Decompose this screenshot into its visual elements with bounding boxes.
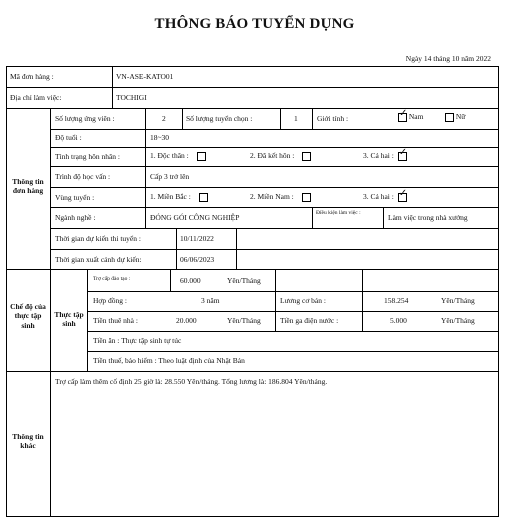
- utilities-unit: Yên/Tháng: [441, 316, 475, 325]
- food-text: Tiền ăn : Thực tập sinh tự túc: [93, 336, 182, 345]
- applicants-value: 2: [162, 114, 166, 123]
- marital-single-label: 1. Độc thân :: [150, 151, 189, 161]
- utilities-value: 5.000: [390, 316, 407, 325]
- order-code-value: VN-ASE-KATO01: [116, 72, 174, 81]
- other-section-label: Thông tin khác: [12, 432, 44, 451]
- gender-female-label: Nữ: [455, 112, 466, 122]
- marital-label: Tình trạng hôn nhân :: [55, 152, 120, 161]
- selected-value: 1: [294, 114, 298, 123]
- other-info-text: Trợ cấp làm thêm cố định 25 giờ là: 28.550 Yên/tháng. Tổng lương là: 186.804 Yên/tháng.: [55, 377, 328, 386]
- region-south-option[interactable]: [250, 193, 311, 202]
- base-salary-label: Lương cơ bản :: [280, 296, 326, 305]
- marital-both-checkbox[interactable]: [398, 152, 407, 161]
- north-checkbox[interactable]: [199, 193, 208, 202]
- education-value: Cấp 3 trở lên: [150, 172, 190, 181]
- industry-value: ĐÓNG GÓI CÔNG NGHIỆP: [150, 213, 240, 222]
- gender-label: Giới tính :: [317, 114, 349, 123]
- marital-single-option[interactable]: [150, 152, 206, 161]
- tax-text: Tiền thuế, bảo hiểm : Theo luật định của Nhật Bản: [93, 356, 245, 365]
- contract-label: Hợp đồng :: [93, 296, 127, 305]
- marital-married-option[interactable]: [250, 152, 311, 161]
- region-both-checkbox[interactable]: [398, 193, 407, 202]
- selected-label: Số lượng tuyển chọn :: [186, 114, 253, 123]
- region-north-option[interactable]: [150, 193, 208, 202]
- training-allowance-unit: Yên/Tháng: [227, 276, 261, 285]
- region-north-label: 1. Miền Bắc :: [150, 192, 191, 202]
- utilities-label: Tiền ga điện nước :: [280, 316, 339, 325]
- conditions-value: Làm việc trong nhà xưởng: [388, 213, 468, 222]
- gender-male-label: Nam: [408, 112, 424, 122]
- exam-value: 10/11/2022: [180, 234, 214, 243]
- exam-label: Thời gian dự kiến thi tuyển :: [55, 234, 141, 243]
- base-salary-value: 158.254: [384, 296, 409, 305]
- conditions-label: Điều kiện làm việc :: [316, 210, 361, 216]
- workplace-value: TOCHIGI: [116, 93, 147, 102]
- married-checkbox[interactable]: [302, 152, 311, 161]
- marital-married-label: 2. Đã kết hôn :: [250, 151, 295, 161]
- gender-male-option[interactable]: [396, 113, 423, 122]
- south-checkbox[interactable]: [302, 193, 311, 202]
- single-checkbox[interactable]: [197, 152, 206, 161]
- contract-value: 3 năm: [201, 296, 220, 305]
- region-south-label: 2. Miền Nam :: [250, 192, 294, 202]
- rent-unit: Yên/Tháng: [227, 316, 261, 325]
- training-allowance-value: 60.000: [180, 276, 201, 285]
- trainee-label: Thực tập sinh: [54, 310, 84, 329]
- female-checkbox[interactable]: [445, 113, 454, 122]
- region-label: Vùng tuyển :: [55, 193, 95, 202]
- workplace-label: Địa chỉ làm việc:: [10, 93, 62, 102]
- marital-both-option[interactable]: [363, 152, 407, 161]
- order-info-section-label: Thông tin đơn hàng: [12, 177, 44, 196]
- issue-date: Ngày 14 tháng 10 năm 2022: [405, 54, 491, 63]
- marital-both-label: 3. Cả hai :: [363, 151, 394, 161]
- order-code-label: Mã đơn hàng :: [10, 72, 54, 81]
- gender-female-option[interactable]: [443, 113, 465, 122]
- applicants-label: Số lượng ứng viên :: [55, 114, 115, 123]
- age-value: 18~30: [150, 133, 170, 142]
- rent-value: 20.000: [176, 316, 197, 325]
- base-salary-unit: Yên/Tháng: [441, 296, 475, 305]
- benefits-section-label: Chế độ của thực tập sinh: [10, 302, 46, 330]
- age-label: Độ tuổi :: [55, 133, 82, 142]
- page-title: THÔNG BÁO TUYỂN DỤNG: [154, 16, 355, 32]
- departure-label: Thời gian xuất cảnh dự kiến:: [55, 255, 142, 264]
- departure-value: 06/06/2023: [180, 255, 215, 264]
- education-label: Trình độ học vấn :: [55, 172, 111, 181]
- region-both-label: 3. Cả hai :: [363, 192, 394, 202]
- industry-label: Ngành nghề :: [55, 213, 96, 222]
- region-both-option[interactable]: [363, 193, 407, 202]
- training-allowance-label: Trợ cấp đào tạo :: [93, 276, 131, 282]
- male-checkbox[interactable]: [398, 113, 407, 122]
- rent-label: Tiền thuê nhà :: [93, 316, 138, 325]
